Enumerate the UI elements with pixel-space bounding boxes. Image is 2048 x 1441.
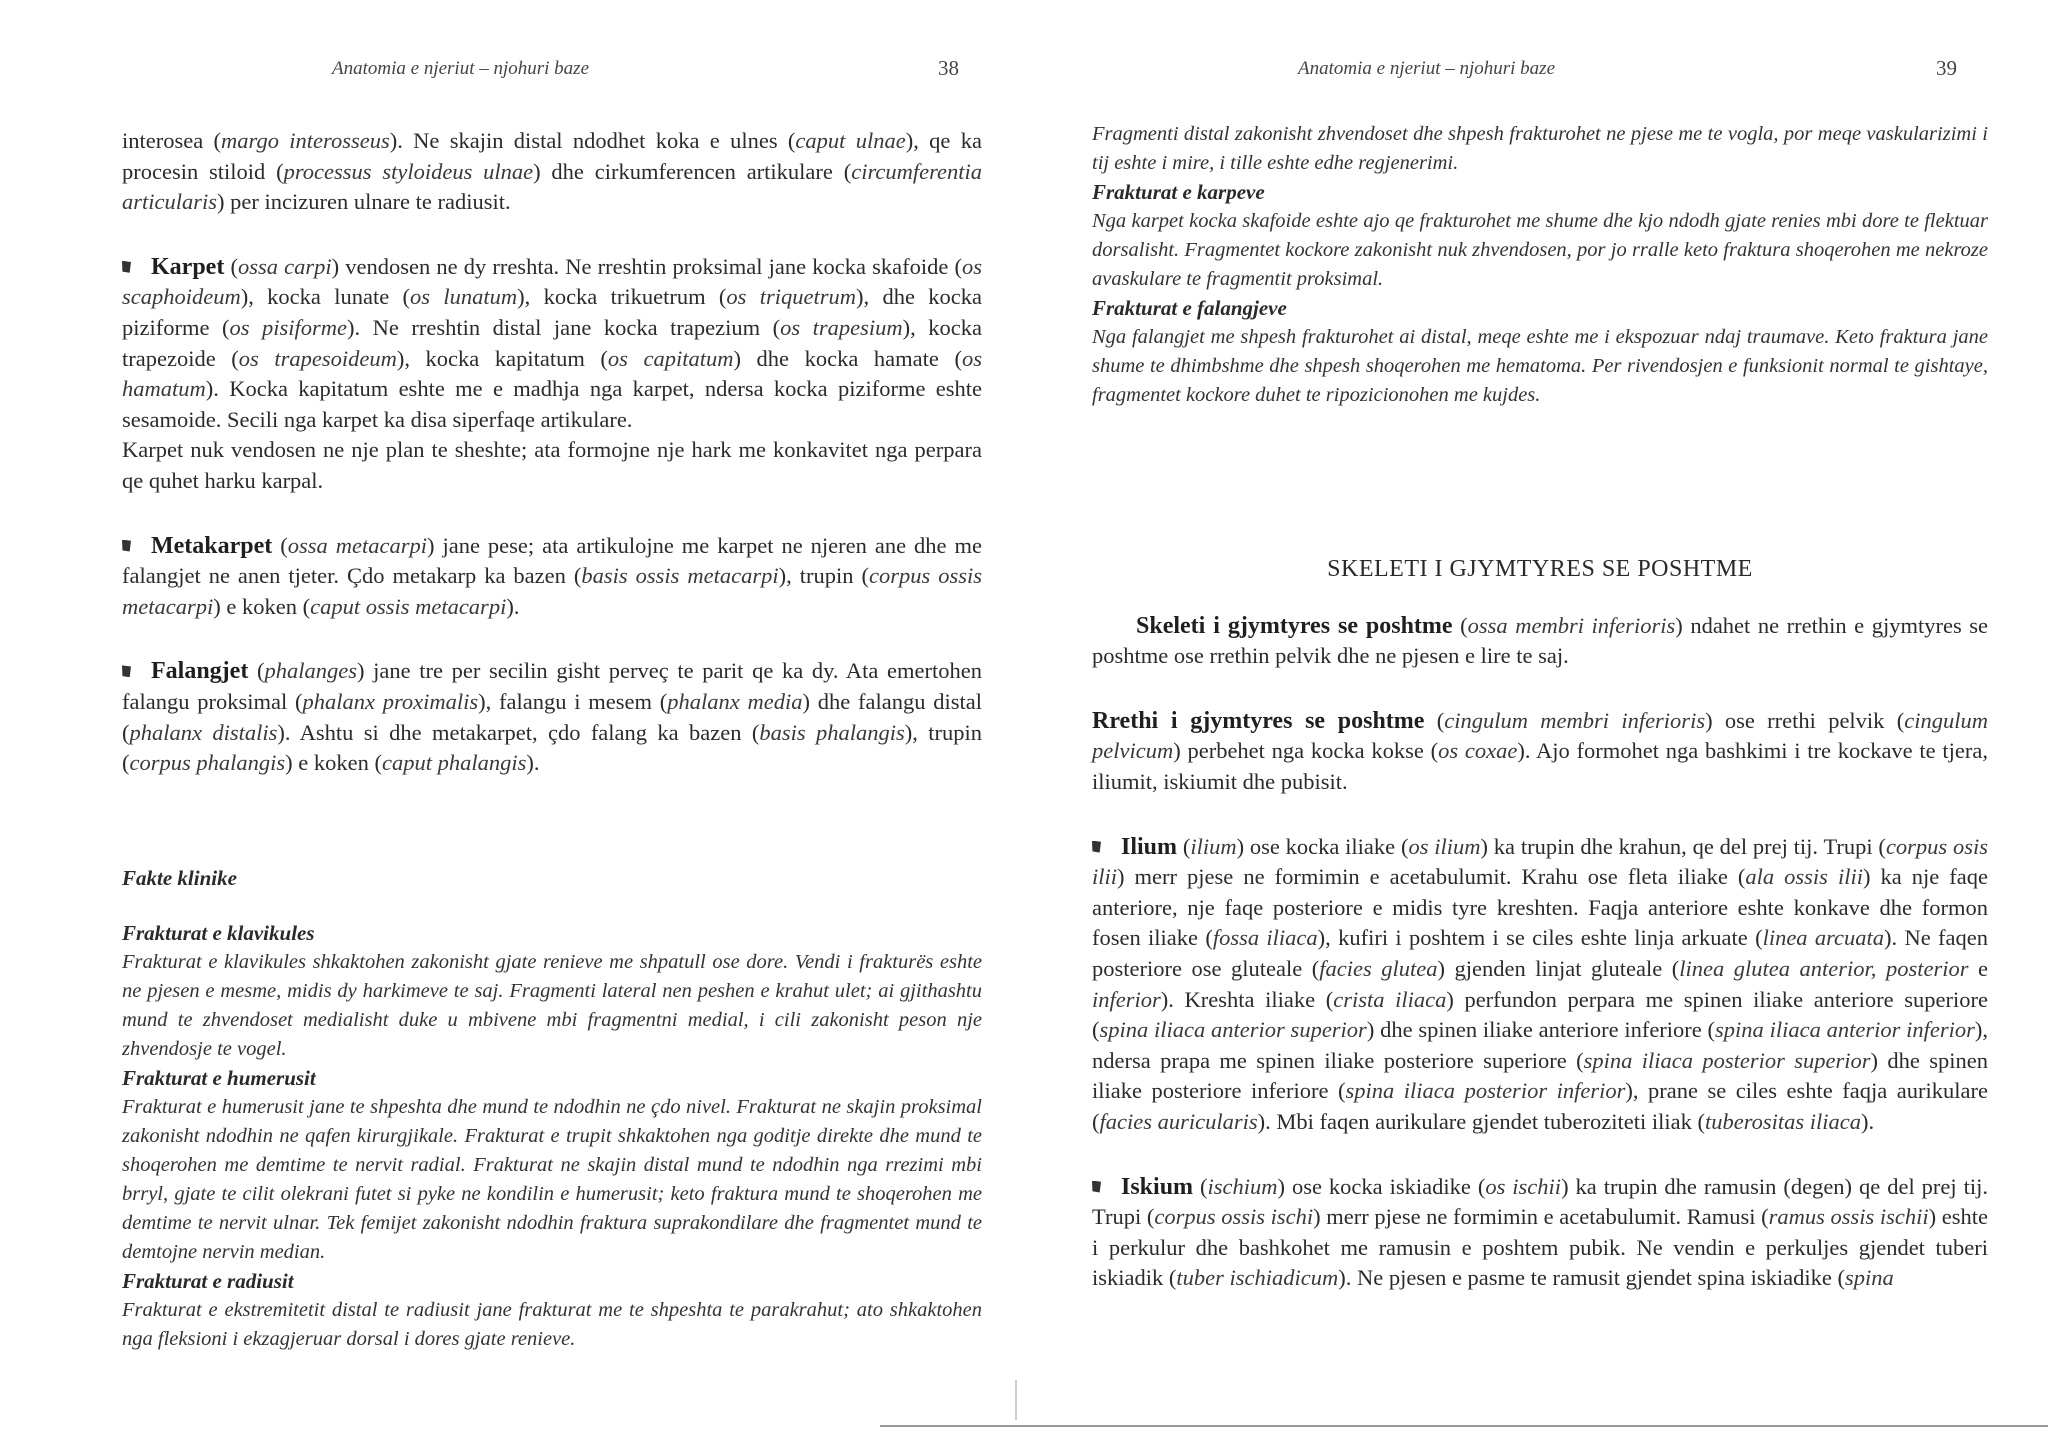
paragraph-falangjet: Falangjet (phalanges) jane tre per secilin gisht perveç te parit qe ka dy. Ata emertohen falangu proksimal (phalanx proximalis), falangu i mesem (phalanx media) dhe falangu distal (phalanx distalis). Ashtu si dhe metakarpet, çdo falang ka bazen (basis phalangis), trupin (corpus phalangis) e koken (caput phalangis). xyxy=(122,658,983,776)
page-gutter xyxy=(1015,1380,1017,1420)
clinical-title: Frakturat e falangjeve xyxy=(1092,296,1287,320)
clinical-text: Nga karpet kocka skafoide eshte ajo qe frakturohet me shume dhe kjo ndodh gjate renies mbi dore te flektuar dorsalisht. Fragmentet kockore zakonisht nuk zhvendosen, por jo rralle keto fraktura shoqerohen me nekroze avaskulare te fragmentit proksimal. xyxy=(1092,210,1988,290)
section-title: SKELETI I GJYMTYRES SE POSHTME xyxy=(1327,556,1753,582)
right-body xyxy=(1092,554,1988,1306)
running-head: Anatomia e njeriut – njohuri baze xyxy=(1298,58,1556,79)
paragraph-interosea: interosea (margo interosseus). Ne skajin distal ndodhet koka e ulnes (caput ulnae), qe ka procesin stiloid (processus styloideus ulnae) dhe cirkumferencen artikulare (circumferentia articularis) per incizuren ulnare te radiusit. xyxy=(122,128,982,215)
bullet-icon xyxy=(1092,1181,1101,1193)
left-page xyxy=(0,0,1020,1441)
clinical-continued xyxy=(1092,120,1988,410)
clinical-title: Frakturat e klavikules xyxy=(122,921,315,945)
paragraph-rrethi: Rrethi i gjymtyres se poshtme (cingulum membri inferioris) ose rrethi pelvik (cingulum pelvicum) perbehet nga kocka kokse (os coxae). Ajo formohet nga bashkimi i tre kockave te tjera, iliumit, iskiumit dhe pubisit. xyxy=(1092,707,1989,794)
bullet-icon xyxy=(1092,841,1101,853)
bullet-icon xyxy=(122,540,131,552)
paragraph-ilium: Ilium (ilium) ose kocka iliake (os ilium) ka trupin dhe krahun, qe del prej tij. Trupi (corpus osis ilii) merr pjese ne formimin e acetabulumit. Krahu ose fleta iliake (ala ossis ilii) ka nje faqe anteriore, nje faqe posteriore e midis tyre kreshten. Faqja anteriore eshte konkave dhe formon fosen iliake (fossa iliaca), kufiri i poshtem i se ciles eshte linja arkuate (linea arcuata). Ne faqen posteriore ose gluteale (facies glutea) gjenden linjat gluteale (linea glutea anterior, posterior e inferior). Kreshta iliake (crista iliaca) perfundon perpara me spinen iliake anteriore superiore (spina iliaca anterior superior) dhe spinen iliake anteriore inferiore (spina iliaca anterior inferior), ndersa prapa me spinen iliake posteriore superiore (spina iliaca posterior superior) dhe spinen iliake posteriore inferiore (spina iliaca posterior inferior), prane se ciles eshte faqja aurikulare (facies auricularis). Mbi faqen aurikulare gjendet tuberoziteti iliak (tuberositas iliaca). xyxy=(1092,833,1989,1134)
paragraph-iskium: Iskium (ischium) ose kocka iskiadike (os ischii) ka trupin dhe ramusin (degen) qe del prej tij. Trupi (corpus ossis ischi) merr pjese ne formimin e acetabulumit. Ramusi (ramus ossis ischii) eshte i perkulur dhe bashkohet me ramusin e poshtem pubik. Ne vendin e perkuljes gjendet tuberi iskiadik (tuber ischiadicum). Ne pjesen e pasme te ramusit gjendet spina iskiadike (spina xyxy=(1092,1173,1989,1291)
clinical-heading: Fakte klinike xyxy=(122,866,237,890)
clinical-text: Frakturat e humerusit jane te shpeshta dhe mund te ndodhin ne çdo nivel. Frakturat ne skajin proksimal zakonisht ndodhin ne qafen kirurgjikale. Frakturat e trupit shkaktohen nga goditje direkte dhe mund te shoqerohen me demtime te nervit radial. Frakturat ne skajin distal mund te ndodhin nga rrezimi mbi brryl, gjate te cilit olekrani futet si pyke ne kondilin e humerusit; keto fraktura mund te shoqerohen me demtime te nervit ulnar. Tek femijet zakonisht ndodhin fraktura suprakondilare dhe fragmentet mund te demtojne nervin median. xyxy=(122,1096,982,1263)
bullet-icon xyxy=(122,665,131,677)
page-number: 39 xyxy=(1936,56,1957,80)
page-number: 38 xyxy=(938,56,959,80)
clinical-text: Nga falangjet me shpesh frakturohet ai distal, meqe eshte me i ekspozuar ndaj traumave. Keto fraktura jane shume te dhimbshme dhe shpesh shoqerohen me hematoma. Per rivendosjen e funksionit normal te gishtaye, fragmentet kockore duhet te ripozicionohen me kujdes. xyxy=(1092,326,1988,406)
clinical-text: Frakturat e klavikules shkaktohen zakonisht gjate renieve me shpatull ose dore. Vendi i frakturës eshte ne pjesen e mesme, midis dy harkimeve te saj. Fragmenti lateral nen peshen e krahut ulet; ai gjithashtu mund te zhvendoset medialisht duke u mbivene mbi fragmentni medial, i cili zakonisht peson nje zhvendosje te vogel. xyxy=(122,951,982,1060)
running-head: Anatomia e njeriut – njohuri baze xyxy=(332,58,590,79)
bullet-icon xyxy=(122,261,131,273)
right-page xyxy=(1030,0,2048,1441)
clinical-title: Frakturat e humerusit xyxy=(122,1066,316,1090)
clinical-title: Frakturat e karpeve xyxy=(1092,180,1265,204)
clinical-text: Frakturat e ekstremitetit distal te radiusit jane frakturat me te shpeshta te parakrahut; ato shkaktohen nga fleksioni i ekzagjeruar dorsal i dores gjate renieve. xyxy=(122,1299,982,1350)
left-body xyxy=(122,126,982,791)
bottom-rule xyxy=(880,1425,2048,1427)
paragraph-metakarpet: Metakarpet (ossa metacarpi) jane pese; ata artikulojne me karpet ne njeren ane dhe me falangjet ne anen tjeter. Çdo metakarp ka bazen (basis ossis metacarpi), trupin (corpus ossis metacarpi) e koken (caput ossis metacarpi). xyxy=(122,532,983,619)
paragraph-skeleti: Skeleti i gjymtyres se poshtme (ossa membri inferioris) ndahet ne rrethin e gjymtyres se poshtme ose rrethin pelvik dhe ne pjesen e lire te saj. xyxy=(1092,612,1988,669)
clinical-facts xyxy=(122,864,982,1354)
clinical-text: Fragmenti distal zakonisht zhvendoset dhe shpesh frakturohet ne pjese me te vogla, por meqe vaskularizimi i tij eshte i mire, i tille eshte edhe regjenerimi. xyxy=(1092,123,1988,174)
clinical-title: Frakturat e radiusit xyxy=(122,1269,294,1293)
paragraph-karpet: Karpet (ossa carpi) vendosen ne dy rreshta. Ne rreshtin proksimal jane kocka skafoide (os scaphoideum), kocka lunate (os lunatum), kocka trikuetrum (os triquetrum), dhe kocka piziforme (os pisiforme). Ne rreshtin distal jane kocka trapezium (os trapesium), kocka trapezoide (os trapesoideum), kocka kapitatum (os capitatum) dhe kocka hamate (os hamatum). Kocka kapitatum eshte me e madhja nga karpet, ndersa kocka piziforme eshte sesamoide. Secili nga karpet ka disa siperfaqe artikulare. Karpet nuk vendosen ne nje plan te sheshte; ata formojne nje hark me konkavitet nga perpara qe quhet harku karpal. xyxy=(122,253,982,493)
